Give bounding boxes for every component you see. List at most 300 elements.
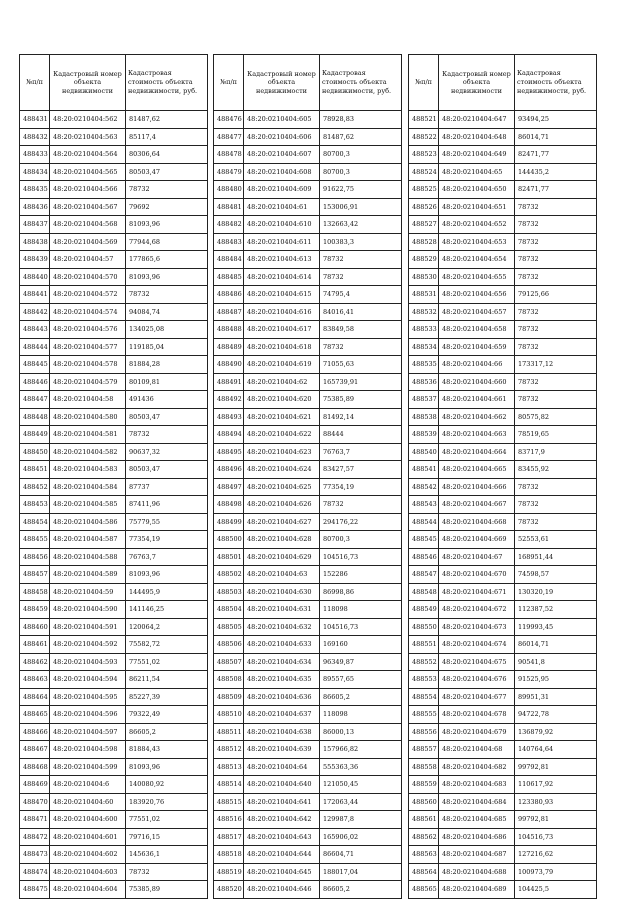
cadastral-number: 48:20:0210404:659	[439, 338, 515, 356]
cadastral-number: 48:20:0210404:585	[50, 496, 126, 514]
cadastral-number: 48:20:0210404:617	[244, 321, 320, 339]
cadastral-number: 48:20:0210404:623	[244, 443, 320, 461]
cadastral-number: 48:20:0210404:587	[50, 531, 126, 549]
table-row	[214, 723, 402, 741]
cadastral-value: 78732	[126, 863, 208, 881]
cadastral-number: 48:20:0210404:665	[439, 461, 515, 479]
cadastral-number: 48:20:0210404:618	[244, 338, 320, 356]
row-number: 488514	[214, 776, 244, 794]
cadastral-value: 78732	[515, 513, 597, 531]
table-row	[409, 128, 597, 146]
table-row	[20, 688, 208, 706]
cadastral-value: 118098	[320, 706, 402, 724]
table-row	[214, 408, 402, 426]
cadastral-number: 48:20:0210404:577	[50, 338, 126, 356]
cadastral-number: 48:20:0210404:682	[439, 758, 515, 776]
table-row	[20, 741, 208, 759]
row-number: 488556	[409, 723, 439, 741]
cadastral-value: 80700,3	[320, 146, 402, 164]
cadastral-value: 144435,2	[515, 163, 597, 181]
table-row	[214, 128, 402, 146]
cadastral-value: 76763,7	[126, 548, 208, 566]
cadastral-value: 78519,65	[515, 426, 597, 444]
cadastral-number: 48:20:0210404:61	[244, 198, 320, 216]
cadastral-value: 81492,14	[320, 408, 402, 426]
row-number: 488561	[409, 811, 439, 829]
table-row	[20, 408, 208, 426]
cadastral-table-1	[19, 54, 208, 899]
table-row	[409, 391, 597, 409]
table-header-row	[409, 55, 597, 111]
table-row	[409, 268, 597, 286]
table-row	[214, 811, 402, 829]
cadastral-number: 48:20:0210404:64	[244, 758, 320, 776]
cadastral-value: 86014,71	[515, 128, 597, 146]
table-row	[214, 653, 402, 671]
table-row	[20, 618, 208, 636]
cadastral-value: 145636,1	[126, 846, 208, 864]
cadastral-number: 48:20:0210404:599	[50, 758, 126, 776]
cadastral-value: 152286	[320, 566, 402, 584]
cadastral-value: 75582,72	[126, 636, 208, 654]
cadastral-number: 48:20:0210404:622	[244, 426, 320, 444]
cadastral-value: 80503,47	[126, 461, 208, 479]
table-row	[214, 146, 402, 164]
header-cadastral-number: Кадастровый номер объекта недвижимости	[244, 55, 320, 111]
table-row	[20, 723, 208, 741]
row-number: 488518	[214, 846, 244, 864]
table-row	[409, 356, 597, 374]
table-row	[214, 548, 402, 566]
cadastral-value: 81884,43	[126, 741, 208, 759]
table-header-row	[20, 55, 208, 111]
row-number: 488465	[20, 706, 50, 724]
cadastral-number: 48:20:0210404:689	[439, 881, 515, 899]
row-number: 488467	[20, 741, 50, 759]
table-row	[214, 671, 402, 689]
cadastral-value: 78732	[515, 233, 597, 251]
row-number: 488530	[409, 268, 439, 286]
row-number: 488475	[20, 881, 50, 899]
cadastral-number: 48:20:0210404:655	[439, 268, 515, 286]
cadastral-number: 48:20:0210404:668	[439, 513, 515, 531]
cadastral-value: 118098	[320, 601, 402, 619]
table-row	[20, 758, 208, 776]
cadastral-number: 48:20:0210404:581	[50, 426, 126, 444]
cadastral-value: 132663,42	[320, 216, 402, 234]
table-row	[409, 443, 597, 461]
row-number: 488446	[20, 373, 50, 391]
table-row	[214, 583, 402, 601]
cadastral-value: 81093,96	[126, 216, 208, 234]
cadastral-number: 48:20:0210404:639	[244, 741, 320, 759]
row-number: 488523	[409, 146, 439, 164]
table-row	[20, 111, 208, 129]
cadastral-value: 94084,74	[126, 303, 208, 321]
cadastral-number: 48:20:0210404:642	[244, 811, 320, 829]
row-number: 488508	[214, 671, 244, 689]
cadastral-number: 48:20:0210404:603	[50, 863, 126, 881]
cadastral-value: 78732	[515, 373, 597, 391]
row-number: 488560	[409, 793, 439, 811]
cadastral-number: 48:20:0210404:628	[244, 531, 320, 549]
table-row	[20, 811, 208, 829]
cadastral-value: 78732	[515, 391, 597, 409]
row-number: 488434	[20, 163, 50, 181]
row-number: 488492	[214, 391, 244, 409]
cadastral-value: 168951,44	[515, 548, 597, 566]
cadastral-value: 169160	[320, 636, 402, 654]
cadastral-value: 91622,75	[320, 181, 402, 199]
row-number: 488545	[409, 531, 439, 549]
table-row	[409, 181, 597, 199]
table-row	[214, 828, 402, 846]
row-number: 488470	[20, 793, 50, 811]
table-row	[214, 706, 402, 724]
table-row	[214, 181, 402, 199]
row-number: 488458	[20, 583, 50, 601]
cadastral-value: 77354,19	[320, 478, 402, 496]
row-number: 488550	[409, 618, 439, 636]
cadastral-value: 119993,45	[515, 618, 597, 636]
row-number: 488503	[214, 583, 244, 601]
table-row	[214, 198, 402, 216]
cadastral-number: 48:20:0210404:660	[439, 373, 515, 391]
cadastral-value: 100383,3	[320, 233, 402, 251]
row-number: 488531	[409, 286, 439, 304]
table-row	[20, 601, 208, 619]
cadastral-number: 48:20:0210404:59	[50, 583, 126, 601]
header-number: №п/п	[409, 55, 439, 111]
table-row	[20, 583, 208, 601]
table-row	[409, 513, 597, 531]
cadastral-number: 48:20:0210404:567	[50, 198, 126, 216]
cadastral-value: 555363,36	[320, 758, 402, 776]
row-number: 488486	[214, 286, 244, 304]
row-number: 488460	[20, 618, 50, 636]
table-row	[20, 391, 208, 409]
table-row	[20, 303, 208, 321]
cadastral-value: 173317,12	[515, 356, 597, 374]
cadastral-number: 48:20:0210404:562	[50, 111, 126, 129]
table-row	[409, 583, 597, 601]
cadastral-value: 140764,64	[515, 741, 597, 759]
cadastral-number: 48:20:0210404:569	[50, 233, 126, 251]
cadastral-value: 99792,81	[515, 758, 597, 776]
cadastral-number: 48:20:0210404:602	[50, 846, 126, 864]
row-number: 488563	[409, 846, 439, 864]
table-body	[409, 111, 597, 899]
table-row	[20, 268, 208, 286]
cadastral-value: 52553,61	[515, 531, 597, 549]
row-number: 488474	[20, 863, 50, 881]
table-row	[20, 373, 208, 391]
cadastral-value: 78928,83	[320, 111, 402, 129]
row-number: 488489	[214, 338, 244, 356]
table-row	[214, 618, 402, 636]
row-number: 488455	[20, 531, 50, 549]
table-row	[409, 198, 597, 216]
cadastral-number: 48:20:0210404:676	[439, 671, 515, 689]
row-number: 488519	[214, 863, 244, 881]
row-number: 488536	[409, 373, 439, 391]
cadastral-number: 48:20:0210404:678	[439, 706, 515, 724]
row-number: 488466	[20, 723, 50, 741]
cadastral-number: 48:20:0210404:629	[244, 548, 320, 566]
cadastral-number: 48:20:0210404:663	[439, 426, 515, 444]
table-row	[409, 793, 597, 811]
table-row	[409, 373, 597, 391]
cadastral-number: 48:20:0210404:640	[244, 776, 320, 794]
row-number: 488485	[214, 268, 244, 286]
row-number: 488544	[409, 513, 439, 531]
table-row	[409, 758, 597, 776]
cadastral-value: 79125,66	[515, 286, 597, 304]
cadastral-value: 81093,96	[126, 566, 208, 584]
row-number: 488507	[214, 653, 244, 671]
row-number: 488516	[214, 811, 244, 829]
row-number: 488452	[20, 478, 50, 496]
cadastral-value: 78732	[515, 216, 597, 234]
cadastral-number: 48:20:0210404:565	[50, 163, 126, 181]
cadastral-number: 48:20:0210404:579	[50, 373, 126, 391]
table-row	[20, 146, 208, 164]
table-row	[214, 513, 402, 531]
table-row	[20, 863, 208, 881]
cadastral-number: 48:20:0210404:595	[50, 688, 126, 706]
row-number: 488491	[214, 373, 244, 391]
cadastral-number: 48:20:0210404:616	[244, 303, 320, 321]
row-number: 488541	[409, 461, 439, 479]
row-number: 488525	[409, 181, 439, 199]
cadastral-value: 79692	[126, 198, 208, 216]
cadastral-value: 87737	[126, 478, 208, 496]
table-row	[214, 496, 402, 514]
table-row	[20, 181, 208, 199]
cadastral-value: 78732	[515, 303, 597, 321]
cadastral-value: 183920,76	[126, 793, 208, 811]
row-number: 488501	[214, 548, 244, 566]
row-number: 488479	[214, 163, 244, 181]
cadastral-number: 48:20:0210404:608	[244, 163, 320, 181]
cadastral-number: 48:20:0210404:635	[244, 671, 320, 689]
table-row	[409, 286, 597, 304]
cadastral-value: 104516,73	[515, 828, 597, 846]
cadastral-number: 48:20:0210404:598	[50, 741, 126, 759]
cadastral-number: 48:20:0210404:613	[244, 251, 320, 269]
row-number: 488432	[20, 128, 50, 146]
table-row	[20, 653, 208, 671]
cadastral-value: 123380,93	[515, 793, 597, 811]
row-number: 488551	[409, 636, 439, 654]
row-number: 488451	[20, 461, 50, 479]
cadastral-number: 48:20:0210404:636	[244, 688, 320, 706]
row-number: 488565	[409, 881, 439, 899]
table-row	[409, 461, 597, 479]
row-number: 488548	[409, 583, 439, 601]
cadastral-value: 81093,96	[126, 758, 208, 776]
table-row	[20, 128, 208, 146]
row-number: 488438	[20, 233, 50, 251]
cadastral-number: 48:20:0210404:574	[50, 303, 126, 321]
row-number: 488468	[20, 758, 50, 776]
row-number: 488538	[409, 408, 439, 426]
table-row	[409, 881, 597, 899]
cadastral-value: 78732	[126, 181, 208, 199]
cadastral-value: 104516,73	[320, 548, 402, 566]
cadastral-number: 48:20:0210404:664	[439, 443, 515, 461]
table-row	[20, 426, 208, 444]
cadastral-number: 48:20:0210404:657	[439, 303, 515, 321]
cadastral-number: 48:20:0210404:604	[50, 881, 126, 899]
cadastral-value: 75385,89	[126, 881, 208, 899]
row-number: 488533	[409, 321, 439, 339]
cadastral-value: 491436	[126, 391, 208, 409]
table-row	[20, 321, 208, 339]
cadastral-number: 48:20:0210404:68	[439, 741, 515, 759]
cadastral-value: 86211,54	[126, 671, 208, 689]
cadastral-value: 80503,47	[126, 408, 208, 426]
row-number: 488500	[214, 531, 244, 549]
row-number: 488542	[409, 478, 439, 496]
cadastral-value: 81093,96	[126, 268, 208, 286]
cadastral-number: 48:20:0210404:607	[244, 146, 320, 164]
table-row	[409, 653, 597, 671]
cadastral-value: 136879,92	[515, 723, 597, 741]
row-number: 488490	[214, 356, 244, 374]
cadastral-number: 48:20:0210404:62	[244, 373, 320, 391]
row-number: 488440	[20, 268, 50, 286]
cadastral-number: 48:20:0210404:572	[50, 286, 126, 304]
cadastral-number: 48:20:0210404:57	[50, 251, 126, 269]
table-row	[409, 496, 597, 514]
cadastral-number: 48:20:0210404:601	[50, 828, 126, 846]
cadastral-value: 79716,15	[126, 828, 208, 846]
cadastral-number: 48:20:0210404:591	[50, 618, 126, 636]
row-number: 488526	[409, 198, 439, 216]
row-number: 488436	[20, 198, 50, 216]
row-number: 488543	[409, 496, 439, 514]
cadastral-value: 77944,68	[126, 233, 208, 251]
cadastral-number: 48:20:0210404:662	[439, 408, 515, 426]
row-number: 488461	[20, 636, 50, 654]
cadastral-number: 48:20:0210404:679	[439, 723, 515, 741]
cadastral-number: 48:20:0210404:63	[244, 566, 320, 584]
cadastral-number: 48:20:0210404:593	[50, 653, 126, 671]
row-number: 488494	[214, 426, 244, 444]
cadastral-number: 48:20:0210404:632	[244, 618, 320, 636]
cadastral-number: 48:20:0210404:66	[439, 356, 515, 374]
table-row	[409, 233, 597, 251]
table-row	[20, 216, 208, 234]
row-number: 488444	[20, 338, 50, 356]
table-row	[214, 688, 402, 706]
cadastral-value: 86014,71	[515, 636, 597, 654]
row-number: 488505	[214, 618, 244, 636]
cadastral-number: 48:20:0210404:626	[244, 496, 320, 514]
cadastral-number: 48:20:0210404:633	[244, 636, 320, 654]
cadastral-number: 48:20:0210404:597	[50, 723, 126, 741]
cadastral-value: 78732	[515, 478, 597, 496]
table-row	[214, 881, 402, 899]
table-row	[214, 636, 402, 654]
table-row	[20, 776, 208, 794]
table-row	[409, 846, 597, 864]
cadastral-value: 140080,92	[126, 776, 208, 794]
table-row	[214, 776, 402, 794]
row-number: 488499	[214, 513, 244, 531]
cadastral-value: 165739,91	[320, 373, 402, 391]
cadastral-value: 74598,57	[515, 566, 597, 584]
row-number: 488564	[409, 863, 439, 881]
table-body	[214, 111, 402, 899]
cadastral-value: 81487,62	[126, 111, 208, 129]
table-row	[20, 846, 208, 864]
table-row	[20, 513, 208, 531]
cadastral-value: 86605,2	[320, 688, 402, 706]
row-number: 488554	[409, 688, 439, 706]
row-number: 488447	[20, 391, 50, 409]
cadastral-value: 120064,2	[126, 618, 208, 636]
cadastral-number: 48:20:0210404:588	[50, 548, 126, 566]
row-number: 488513	[214, 758, 244, 776]
cadastral-number: 48:20:0210404:686	[439, 828, 515, 846]
table-row	[409, 303, 597, 321]
header-cadastral-value: Кадастровая стоимость объекта недвижимости, руб.	[320, 55, 402, 111]
row-number: 488459	[20, 601, 50, 619]
table-row	[214, 286, 402, 304]
row-number: 488549	[409, 601, 439, 619]
cadastral-number: 48:20:0210404:576	[50, 321, 126, 339]
cadastral-value: 129987,8	[320, 811, 402, 829]
cadastral-value: 78732	[126, 286, 208, 304]
cadastral-value: 172063,44	[320, 793, 402, 811]
table-row	[214, 356, 402, 374]
cadastral-number: 48:20:0210404:684	[439, 793, 515, 811]
table-row	[409, 408, 597, 426]
cadastral-value: 165906,02	[320, 828, 402, 846]
cadastral-value: 78732	[515, 198, 597, 216]
row-number: 488443	[20, 321, 50, 339]
cadastral-value: 85227,39	[126, 688, 208, 706]
cadastral-value: 127216,62	[515, 846, 597, 864]
row-number: 488487	[214, 303, 244, 321]
row-number: 488515	[214, 793, 244, 811]
header-number: №п/п	[20, 55, 50, 111]
row-number: 488433	[20, 146, 50, 164]
cadastral-number: 48:20:0210404:666	[439, 478, 515, 496]
table-row	[214, 163, 402, 181]
table-row	[409, 216, 597, 234]
row-number: 488498	[214, 496, 244, 514]
cadastral-value: 78732	[320, 268, 402, 286]
table-row	[20, 461, 208, 479]
row-number: 488464	[20, 688, 50, 706]
row-number: 488476	[214, 111, 244, 129]
row-number: 488559	[409, 776, 439, 794]
row-number: 488482	[214, 216, 244, 234]
cadastral-number: 48:20:0210404:578	[50, 356, 126, 374]
table-row	[409, 251, 597, 269]
cadastral-number: 48:20:0210404:596	[50, 706, 126, 724]
cadastral-number: 48:20:0210404:600	[50, 811, 126, 829]
cadastral-number: 48:20:0210404:563	[50, 128, 126, 146]
document-page	[19, 54, 619, 893]
row-number: 488504	[214, 601, 244, 619]
cadastral-number: 48:20:0210404:658	[439, 321, 515, 339]
cadastral-number: 48:20:0210404:589	[50, 566, 126, 584]
table-row	[214, 373, 402, 391]
